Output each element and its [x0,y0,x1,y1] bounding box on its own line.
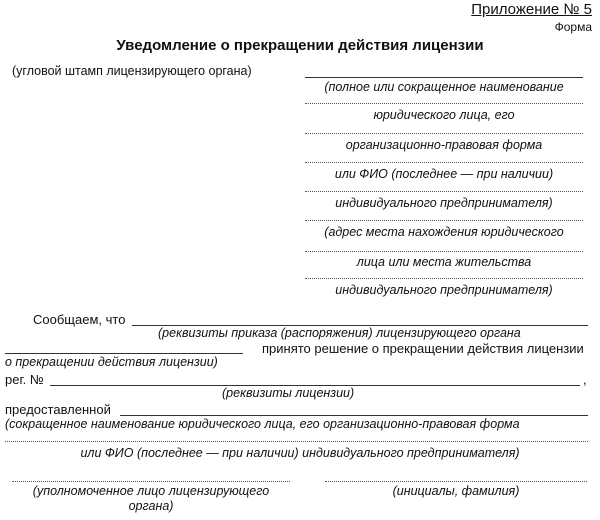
corner-stamp-label: (угловой штамп лицензирующего органа) [12,64,252,78]
official-signature-line [12,481,290,482]
recipient-line-4 [305,191,583,192]
termination-caption: о прекращении действия лицензии) [5,355,218,369]
recipient-line-5 [305,220,583,221]
licensee-caption-2: или ФИО (последнее — при наличии) индивидуального предпринимателя) [80,446,520,460]
granted-text: предоставленной [5,402,111,417]
official-caption-2: органа) [128,499,174,513]
licensee-line [120,415,588,416]
reg-number-label: рег. № [5,372,44,387]
recipient-line-1 [305,103,583,104]
decision-text: принято решение о прекращении действия лицензии [262,341,584,356]
initials-signature-line [325,481,587,482]
official-caption-1: (уполномоченное лицо лицензирующего [32,484,270,498]
order-details-caption: (реквизиты приказа (распоряжения) лицензирующего органа [158,326,521,340]
licensee-line-2 [5,441,588,442]
recipient-line-3 [305,162,583,163]
recipient-line-7 [305,278,583,279]
recipient-caption-7: лица или места жительства [356,255,532,269]
recipient-line-2 [305,133,583,134]
recipient-caption-8: индивидуального предпринимателя) [335,283,553,297]
initials-caption: (инициалы, фамилия) [392,484,520,498]
recipient-line-0 [305,77,583,78]
recipient-caption-4: или ФИО (последнее — при наличии) [334,167,554,181]
order-continuation-line [5,353,243,354]
recipient-line-6 [305,251,583,252]
document-title: Уведомление о прекращении действия лицензии [116,37,484,54]
appendix-number: Приложение № 5 [471,1,592,18]
form-label: Форма [554,20,592,34]
licensee-caption-1: (сокращенное наименование юридического лица, его организационно-правовая форма [5,417,520,431]
reg-number-comma: , [583,372,587,387]
recipient-caption-2: юридического лица, его [373,108,515,122]
recipient-caption-5: индивидуального предпринимателя) [335,196,553,210]
recipient-caption-3: организационно-правовая форма [345,138,543,152]
inform-text: Сообщаем, что [33,312,126,327]
recipient-caption-1: (полное или сокращенное наименование [324,80,564,94]
license-details-caption: (реквизиты лицензии) [222,386,355,400]
recipient-caption-6: (адрес места нахождения юридического [324,225,564,239]
